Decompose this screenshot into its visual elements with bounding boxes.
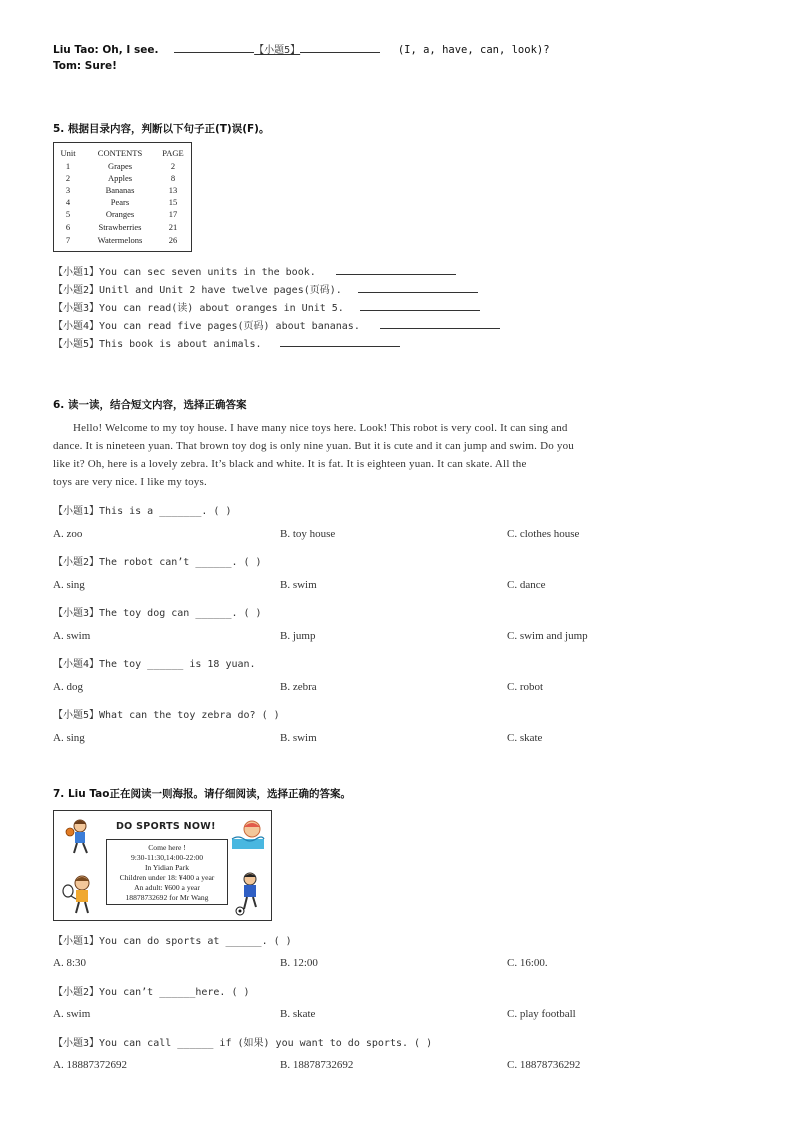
q7-title: 7. Liu Tao正在阅读一则海报。请仔细阅读，选择正确的答案。 (53, 788, 351, 800)
answer-blank[interactable] (336, 264, 456, 275)
option-a[interactable]: A. sing (53, 732, 85, 744)
table-cell: 5 (65, 209, 71, 219)
speaker-text: Liu Tao: Oh, I see. (53, 44, 159, 56)
dialogue-line-liu-tao (53, 41, 550, 56)
q7-question-1: 【小题1】You can do sports at ______. ( ) (53, 936, 292, 947)
table-cell: 6 (65, 222, 71, 232)
table-cell: Apples (107, 173, 133, 183)
swimmer-icon (230, 817, 266, 851)
option-a[interactable]: A. zoo (53, 528, 83, 540)
q5-item-3: 【小题3】You can read(读) about oranges in Unit 5. (53, 299, 480, 314)
table-cell: Grapes (107, 161, 133, 171)
table-cell: 2 (170, 161, 176, 171)
passage-line: Hello! Welcome to my toy house. I have many nice toys here. Look! This robot is very cool. It can sing and (73, 422, 568, 434)
table-cell: 26 (168, 235, 178, 245)
sports-poster (53, 810, 272, 921)
option-b[interactable]: B. zebra (280, 681, 317, 693)
poster-line: Children under 18: ¥400 a year (119, 873, 215, 882)
table-cell: 15 (168, 197, 178, 207)
q6-question-2: 【小题2】The robot can’t ______. ( ) (53, 557, 262, 568)
answer-blank-right[interactable] (300, 42, 380, 53)
answer-blank-left[interactable] (174, 42, 254, 53)
answer-blank[interactable] (380, 318, 500, 329)
option-b[interactable]: B. jump (280, 630, 316, 642)
option-a[interactable]: A. dog (53, 681, 83, 693)
table-cell: 1 (65, 161, 71, 171)
table-cell: Watermelons (97, 235, 143, 245)
option-c[interactable]: C. play football (507, 1008, 576, 1020)
table-header-contents: CONTENTS (97, 148, 143, 158)
poster-line: 9:30-11:30,14:00-22:00 (130, 853, 204, 862)
option-b[interactable]: B. swim (280, 579, 317, 591)
table-cell: 7 (65, 235, 71, 245)
option-a[interactable]: A. swim (53, 630, 91, 642)
poster-info-box (106, 839, 228, 905)
poster-line: Come here ! (148, 843, 186, 852)
table-cell: 21 (168, 222, 178, 232)
reading-passage (53, 419, 733, 491)
option-a[interactable]: A. swim (53, 1008, 91, 1020)
basketball-kid-icon (62, 817, 98, 855)
passage-line: toys are very nice. I like my toys. (53, 476, 207, 488)
option-c[interactable]: C. robot (507, 681, 544, 693)
table-cell: 2 (65, 173, 71, 183)
table-cell: 17 (168, 209, 178, 219)
option-b[interactable]: B. toy house (280, 528, 336, 540)
option-c[interactable]: C. dance (507, 579, 546, 591)
q5-item-5: 【小题5】This book is about animals. (53, 335, 400, 350)
q6-title: 6. 读一读，结合短文内容，选择正确答案 (53, 399, 247, 411)
q6-question-3: 【小题3】The toy dog can ______. ( ) (53, 608, 262, 619)
table-cell: Pears (110, 197, 130, 207)
table-cell: 8 (170, 173, 176, 183)
option-a[interactable]: A. sing (53, 579, 85, 591)
tennis-kid-icon (60, 873, 100, 917)
poster-line: In Yidian Park (144, 863, 189, 872)
option-a[interactable]: A. 18887372692 (53, 1059, 127, 1071)
football-kid-icon (232, 871, 266, 917)
table-cell: Strawberries (98, 222, 142, 232)
option-b[interactable]: B. 12:00 (280, 957, 318, 969)
dialogue-line-tom: Tom: Sure! (53, 60, 117, 72)
table-cell: 4 (65, 197, 71, 207)
contents-table (53, 142, 192, 252)
option-c[interactable]: C. skate (507, 732, 543, 744)
table-cell: Oranges (105, 209, 135, 219)
option-c[interactable]: C. clothes house (507, 528, 580, 540)
answer-blank[interactable] (280, 336, 400, 347)
table-header-page: PAGE (162, 148, 184, 158)
option-b[interactable]: B. 18878732692 (280, 1059, 354, 1071)
passage-line: dance. It is nineteen yuan. That brown toy dog is only nine yuan. But it is cute and it can jump and swim. Do you (53, 440, 574, 452)
q5-item-1: 【小题1】You can sec seven units in the book. (53, 263, 456, 278)
option-c[interactable]: C. swim and jump (507, 630, 588, 642)
blank-tag: 【小题5】 (254, 45, 301, 56)
passage-line: like it? Oh, here is a lovely zebra. It’s black and white. It is fat. It is eighteen yuan. It can skate. All the (53, 458, 527, 470)
option-b[interactable]: B. skate (280, 1008, 316, 1020)
poster-line: An adult: ¥600 a year (134, 883, 200, 892)
table-header-unit: Unit (60, 148, 76, 158)
poster-line: 18878732692 for Mr Wang (125, 893, 209, 902)
q6-question-1: 【小题1】This is a _______. ( ) (53, 506, 232, 517)
table-cell: 13 (168, 185, 178, 195)
answer-blank[interactable] (358, 282, 478, 293)
table-cell: 3 (65, 185, 71, 195)
q5-item-4: 【小题4】You can read five pages(页码) about bananas. (53, 317, 500, 332)
option-b[interactable]: B. swim (280, 732, 317, 744)
answer-blank[interactable] (360, 300, 480, 311)
word-hint: (I, a, have, can, look)? (397, 44, 550, 56)
option-a[interactable]: A. 8:30 (53, 957, 86, 969)
option-c[interactable]: C. 16:00. (507, 957, 548, 969)
q7-question-2: 【小题2】You can’t ______here. ( ) (53, 987, 250, 998)
q5-item-2: 【小题2】Unitl and Unit 2 have twelve pages(页码). (53, 281, 478, 296)
table-cell: Bananas (105, 185, 135, 195)
poster-title: DO SPORTS NOW! (116, 821, 216, 832)
q5-title: 5. 根据目录内容，判断以下句子正(T)误(F)。 (53, 123, 270, 135)
q6-question-4: 【小题4】The toy ______ is 18 yuan. (53, 659, 256, 670)
q7-question-3: 【小题3】You can call ______ if (如果) you want to do sports. ( ) (53, 1038, 433, 1049)
q6-question-5: 【小题5】What can the toy zebra do? ( ) (53, 710, 280, 721)
option-c[interactable]: C. 18878736292 (507, 1059, 581, 1071)
